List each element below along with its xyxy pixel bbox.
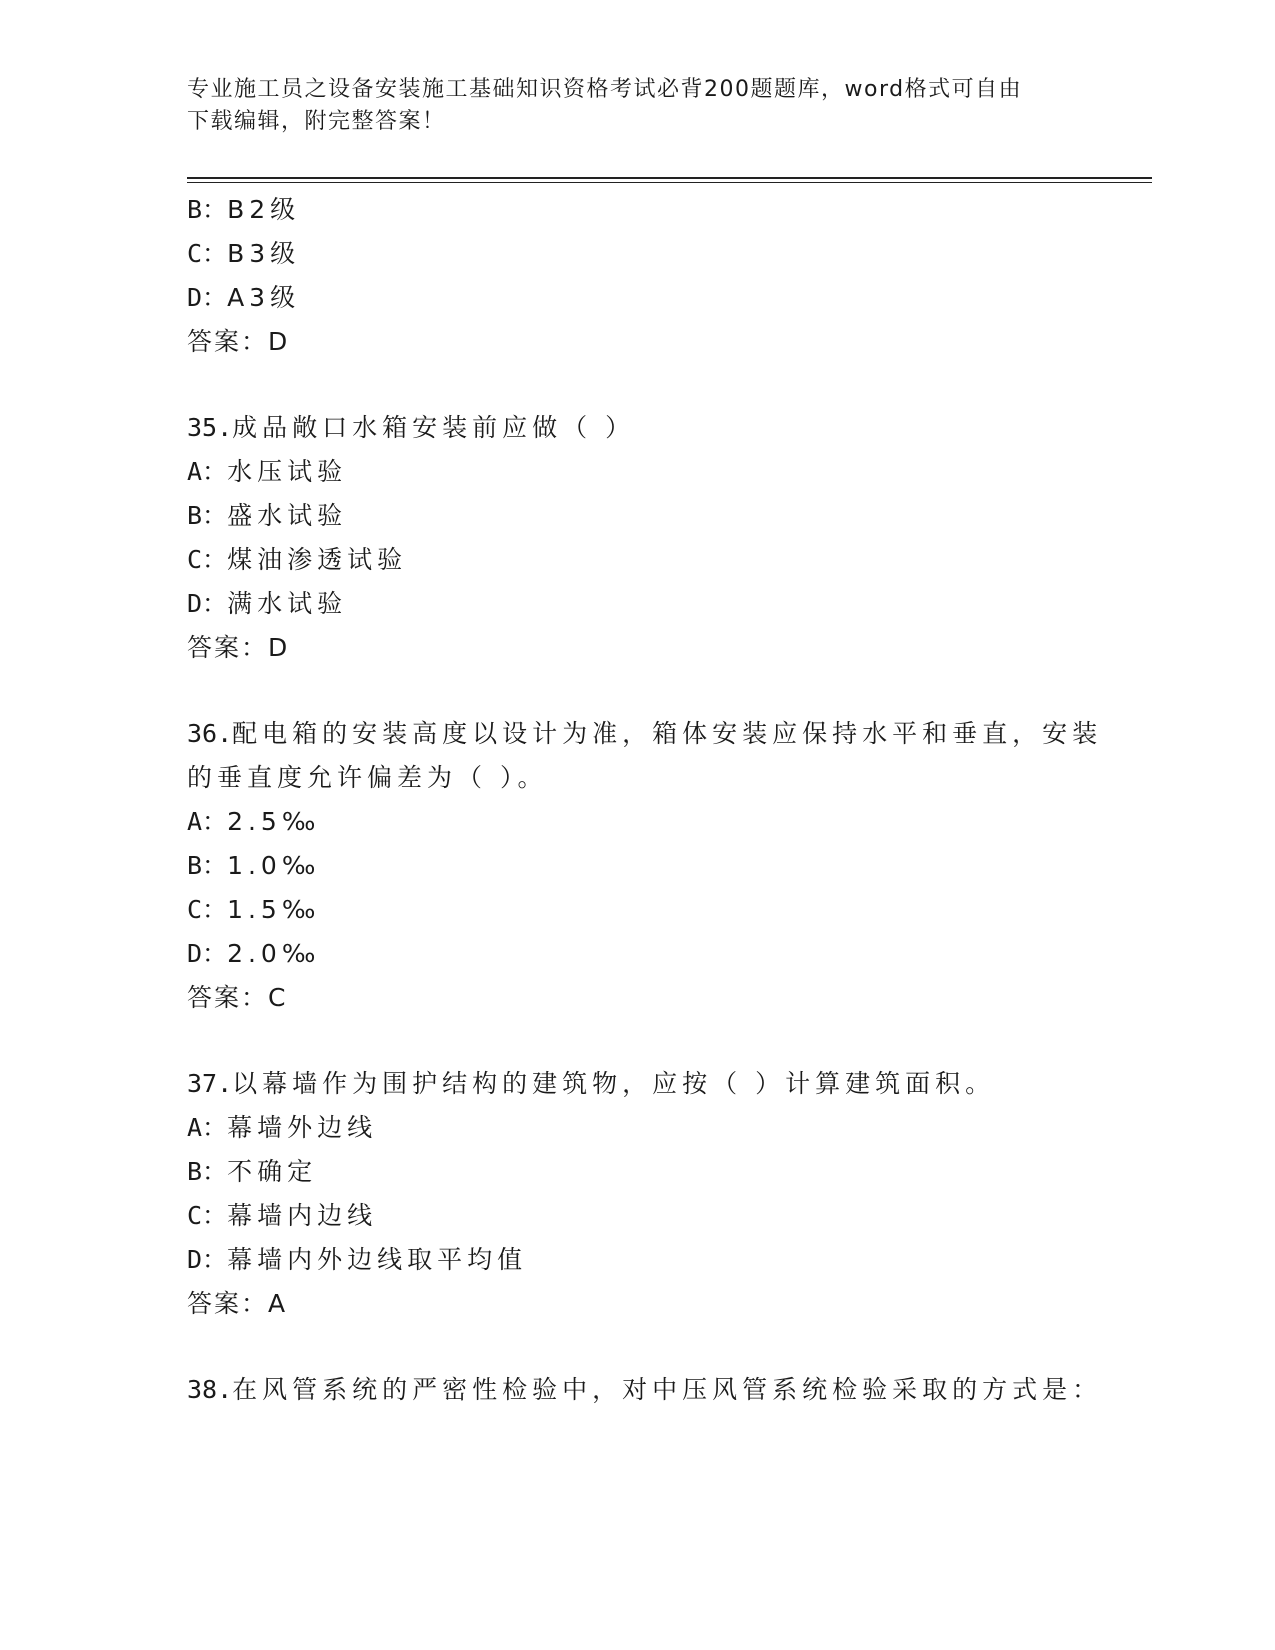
prev-answer: 答案：D [187, 327, 290, 356]
question-37-option-c [187, 1200, 377, 1232]
option-label: C： [187, 1201, 228, 1230]
question-35-option-a [187, 456, 347, 488]
option-text: 幕墙内边线 [227, 1201, 378, 1230]
question-37-option-a [187, 1112, 377, 1144]
header-divider-thick [187, 177, 1152, 179]
question-37-answer: 答案：A [187, 1289, 288, 1318]
option-text: 幕墙外边线 [227, 1113, 378, 1142]
prev-option-b [187, 194, 300, 226]
header-line-1: 专业施工员之设备安装施工基础知识资格考试必背200题题库，word格式可自由 [187, 77, 1023, 102]
question-text: 在风管系统的严密性检验中，对中压风管系统检验采取的方式是： [232, 1375, 1103, 1404]
option-label: A： [187, 807, 228, 836]
option-text: A3级 [227, 283, 301, 312]
question-text: 配电箱的安装高度以设计为准，箱体安装应保持水平和垂直，安装 [232, 719, 1103, 748]
question-number: 35. [187, 413, 233, 442]
question-36-text-line-2: 的垂直度允许偏差为（ ）。 [187, 763, 548, 792]
option-label: D： [187, 283, 228, 312]
option-label: D： [187, 1245, 228, 1274]
option-text: 2.0‰ [227, 939, 321, 968]
option-text: 煤油渗透试验 [227, 545, 408, 574]
question-36-option-b [187, 850, 320, 882]
option-text: B3级 [227, 239, 301, 268]
question-35-option-c [187, 544, 407, 576]
question-35-option-d [187, 588, 347, 620]
prev-option-d [187, 282, 300, 314]
question-36-option-a [187, 806, 320, 838]
option-label: A： [187, 1113, 228, 1142]
option-label: B： [187, 1157, 228, 1186]
document-header [187, 74, 1067, 138]
question-text: 以幕墙作为围护结构的建筑物，应按（ ）计算建筑面积。 [232, 1069, 996, 1098]
question-36-option-d [187, 938, 320, 970]
question-35-text [187, 412, 635, 444]
option-text: 不确定 [227, 1157, 318, 1186]
question-35-answer: 答案：D [187, 633, 290, 662]
question-38-text [187, 1374, 1102, 1406]
option-text: 幕墙内外边线取平均值 [227, 1245, 528, 1274]
question-text: 成品敞口水箱安装前应做（ ） [232, 413, 636, 442]
option-label: B： [187, 501, 228, 530]
question-36-option-c [187, 894, 320, 926]
prev-option-c [187, 238, 300, 270]
question-35-option-b [187, 500, 347, 532]
question-37-option-b [187, 1156, 317, 1188]
question-number: 38. [187, 1375, 233, 1404]
option-text: B2级 [227, 195, 301, 224]
option-text: 满水试验 [227, 589, 348, 618]
option-label: A： [187, 457, 228, 486]
option-label: C： [187, 545, 228, 574]
question-36-text-line-1 [187, 718, 1102, 750]
option-label: B： [187, 851, 228, 880]
question-37-option-d [187, 1244, 527, 1276]
header-divider-thin [187, 182, 1152, 183]
option-label: C： [187, 239, 228, 268]
header-line-2: 下载编辑，附完整答案！ [187, 109, 446, 134]
option-text: 1.0‰ [227, 851, 321, 880]
question-number: 36. [187, 719, 233, 748]
question-number: 37. [187, 1069, 233, 1098]
option-label: C： [187, 895, 228, 924]
option-label: B： [187, 195, 228, 224]
option-text: 2.5‰ [227, 807, 321, 836]
option-text: 盛水试验 [227, 501, 348, 530]
option-text: 水压试验 [227, 457, 348, 486]
option-text: 1.5‰ [227, 895, 321, 924]
question-37-text [187, 1068, 995, 1100]
option-label: D： [187, 589, 228, 618]
question-36-answer: 答案：C [187, 983, 288, 1012]
option-label: D： [187, 939, 228, 968]
